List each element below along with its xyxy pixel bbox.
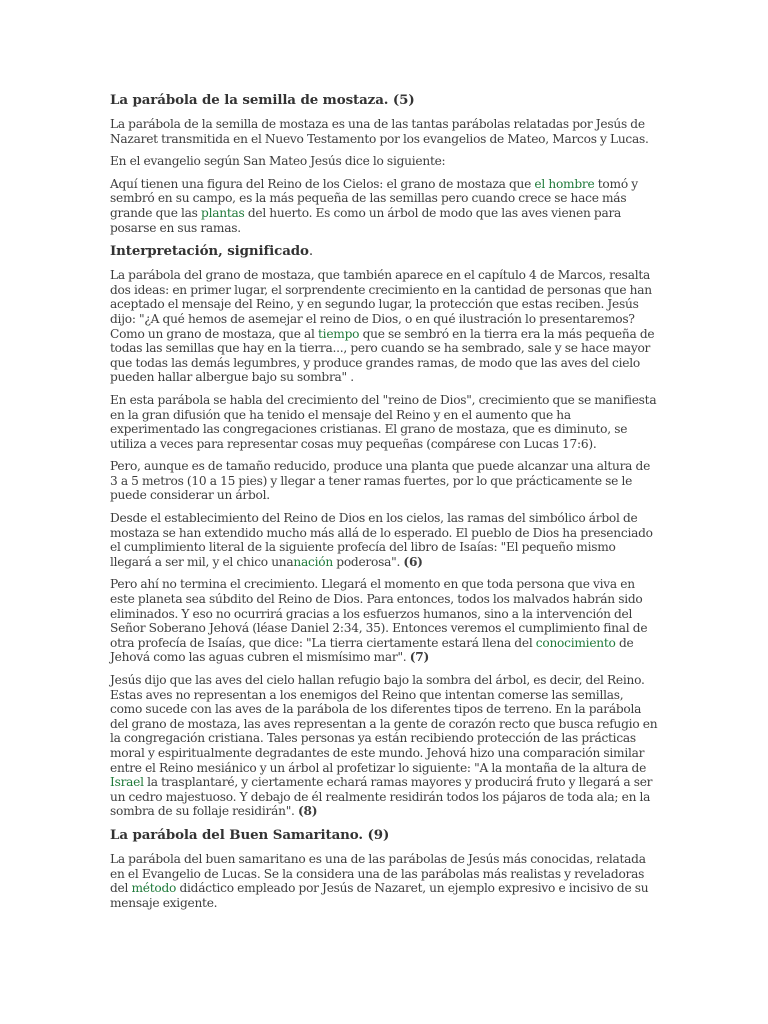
link-metodo[interactable]: método xyxy=(131,881,177,896)
heading-text: La parábola del Buen Samaritano xyxy=(110,826,359,843)
link-el-hombre[interactable]: el hombre xyxy=(534,176,595,191)
paragraph-interpretation: La parábola del grano de mostaza, que también aparece en el capítulo 4 de Marcos, resalta dos ideas: en primer lugar, el sorprendente crecimiento en la cantidad de personas que han aceptado el mensaje del Reino, y en segundo lugar, la protección que estas reciben. Jesús dijo: "¿A qué hemos de asemejar el reino de Dios, o en qué ilustración lo presentaremos? Como un grano de mostaza, que al tiempo que se sembró en la tierra era la más pequeña de todas las semillas que hay en la tierra..., pero cuando se ha sembrado, sale y se hace mayor que todas las demás legumbres, y produce grandes ramas, de modo que las aves del cielo pueden hallar albergue bajo su sombra" . xyxy=(110,268,655,385)
paragraph-kingdom: Desde el establecimiento del Reino de Dios en los cielos, las ramas del simbólico árbol de mostaza se han extendido mucho más allá de lo esperado. El pueblo de Dios ha presenciado el cumplimiento literal de la siguiente profecía del libro de Isaías: "El pequeño mismo llegará a ser mil, y el chico unanación poderosa". (6) xyxy=(110,511,653,569)
paragraph-growth: En esta parábola se habla del crecimiento del "reino de Dios", crecimiento que se manifiesta en la gran difusión que ha tenido el mensaje del Reino y en el aumento que ha experimentado las congregaciones cristianas. El grano de mostaza, que es diminuto, se utiliza a veces para representar cosas muy pequeñas (compárese con Lucas 17:6). xyxy=(110,392,657,451)
footnote-ref: . (9) xyxy=(358,826,390,843)
footnote-ref: (5) xyxy=(392,92,415,108)
section-heading-good-samaritan xyxy=(110,827,658,844)
paragraph-mateo: En el evangelio según San Mateo Jesús dice lo siguiente: xyxy=(110,154,446,169)
link-conocimiento[interactable]: conocimiento xyxy=(535,635,616,650)
heading-text: La parábola de la semilla de mostaza. xyxy=(110,92,389,108)
footnote-ref: (6) xyxy=(403,554,423,569)
link-nacion[interactable]: nación xyxy=(293,554,333,569)
footnote-ref: (8) xyxy=(298,804,318,819)
document-page xyxy=(110,92,658,918)
paragraph-size: Pero, aunque es de tamaño reducido, produce una planta que puede alcanzar una altura de 3 a 5 metros (10 a 15 pies) y llegar a tener ramas fuertes, por lo que prácticamente se le puede considerar un árbol. xyxy=(110,459,651,503)
heading-text: Interpretación, significado xyxy=(110,243,309,260)
link-plantas[interactable]: plantas xyxy=(201,205,245,220)
paragraph-samaritan: La parábola del buen samaritano es una de las parábolas de Jesús más conocidas, relatada en el Evangelio de Lucas. Se la considera una de las parábolas más realistas y reveladoras del método didáctico empleado por Jesús de Nazaret, un ejemplo expresivo e incisivo de su mensaje exigente. xyxy=(110,851,649,910)
paragraph-birds: Jesús dijo que las aves del cielo hallan refugio bajo la sombra del árbol, es decir, del Reino. Estas aves no representan a los enemigos del Reino que intentan comerse las semillas, como sucede con las aves de la parábola de los diferentes tipos de terreno. En la parábola del grano de mostaza, las aves representan a la gente de corazón recto que busca refugio en la congregación cristiana. Tales personas ya están recibiendo protección de las prácticas moral y espiritualmente degradantes de este mundo. Jehová hizo una comparación similar entre el Reino mesiánico y un árbol al profetizar lo siguiente: "A la montaña de la altura de Israel la trasplantaré, y ciertamente echará ramas mayores y producirá fruto y llegará a ser un cedro majestuoso. Y debajo de él realmente residirán todos los pájaros de toda ala; en la sombra de su follaje residirán". (8) xyxy=(110,673,658,819)
paragraph-intro: La parábola de la semilla de mostaza es una de las tantas parábolas relatadas por Jesús de Nazaret transmitida en el Nuevo Testamento por los evangelios de Mateo, Marcos y Lucas. xyxy=(110,117,649,146)
paragraph-parable-text: Aquí tienen una figura del Reino de los Cielos: el grano de mostaza que el hombre tomó y sembró en su campo, es la más pequeña de las semillas pero cuando crece se hace más grande que las plantas del huerto. Es como un árbol de modo que las aves vienen para posarse en sus ramas. xyxy=(110,176,638,235)
section-heading-mustard-seed xyxy=(110,92,658,109)
footnote-ref: (7) xyxy=(409,650,430,665)
section-heading-interpretation: Interpretación, significado. xyxy=(110,243,314,260)
link-israel[interactable]: Israel xyxy=(110,775,144,790)
link-tiempo[interactable]: tiempo xyxy=(318,326,360,341)
paragraph-prophecy: Pero ahí no termina el crecimiento. Llegará el momento en que toda persona que viva en este planeta sea súbdito del Reino de Dios. Para entonces, todos los malvados habrán sido eliminados. Y eso no ocurrirá gracias a los esfuerzos humanos, sino a la intervención del Señor Soberano Jehová (léase Daniel 2:34, 35). Entonces veremos el cumplimiento final de otra profecía de Isaías, que dice: "La tierra ciertamente estará llena del conocimiento de Jehová como las aguas cubren el mismísimo mar". (7) xyxy=(110,577,648,665)
